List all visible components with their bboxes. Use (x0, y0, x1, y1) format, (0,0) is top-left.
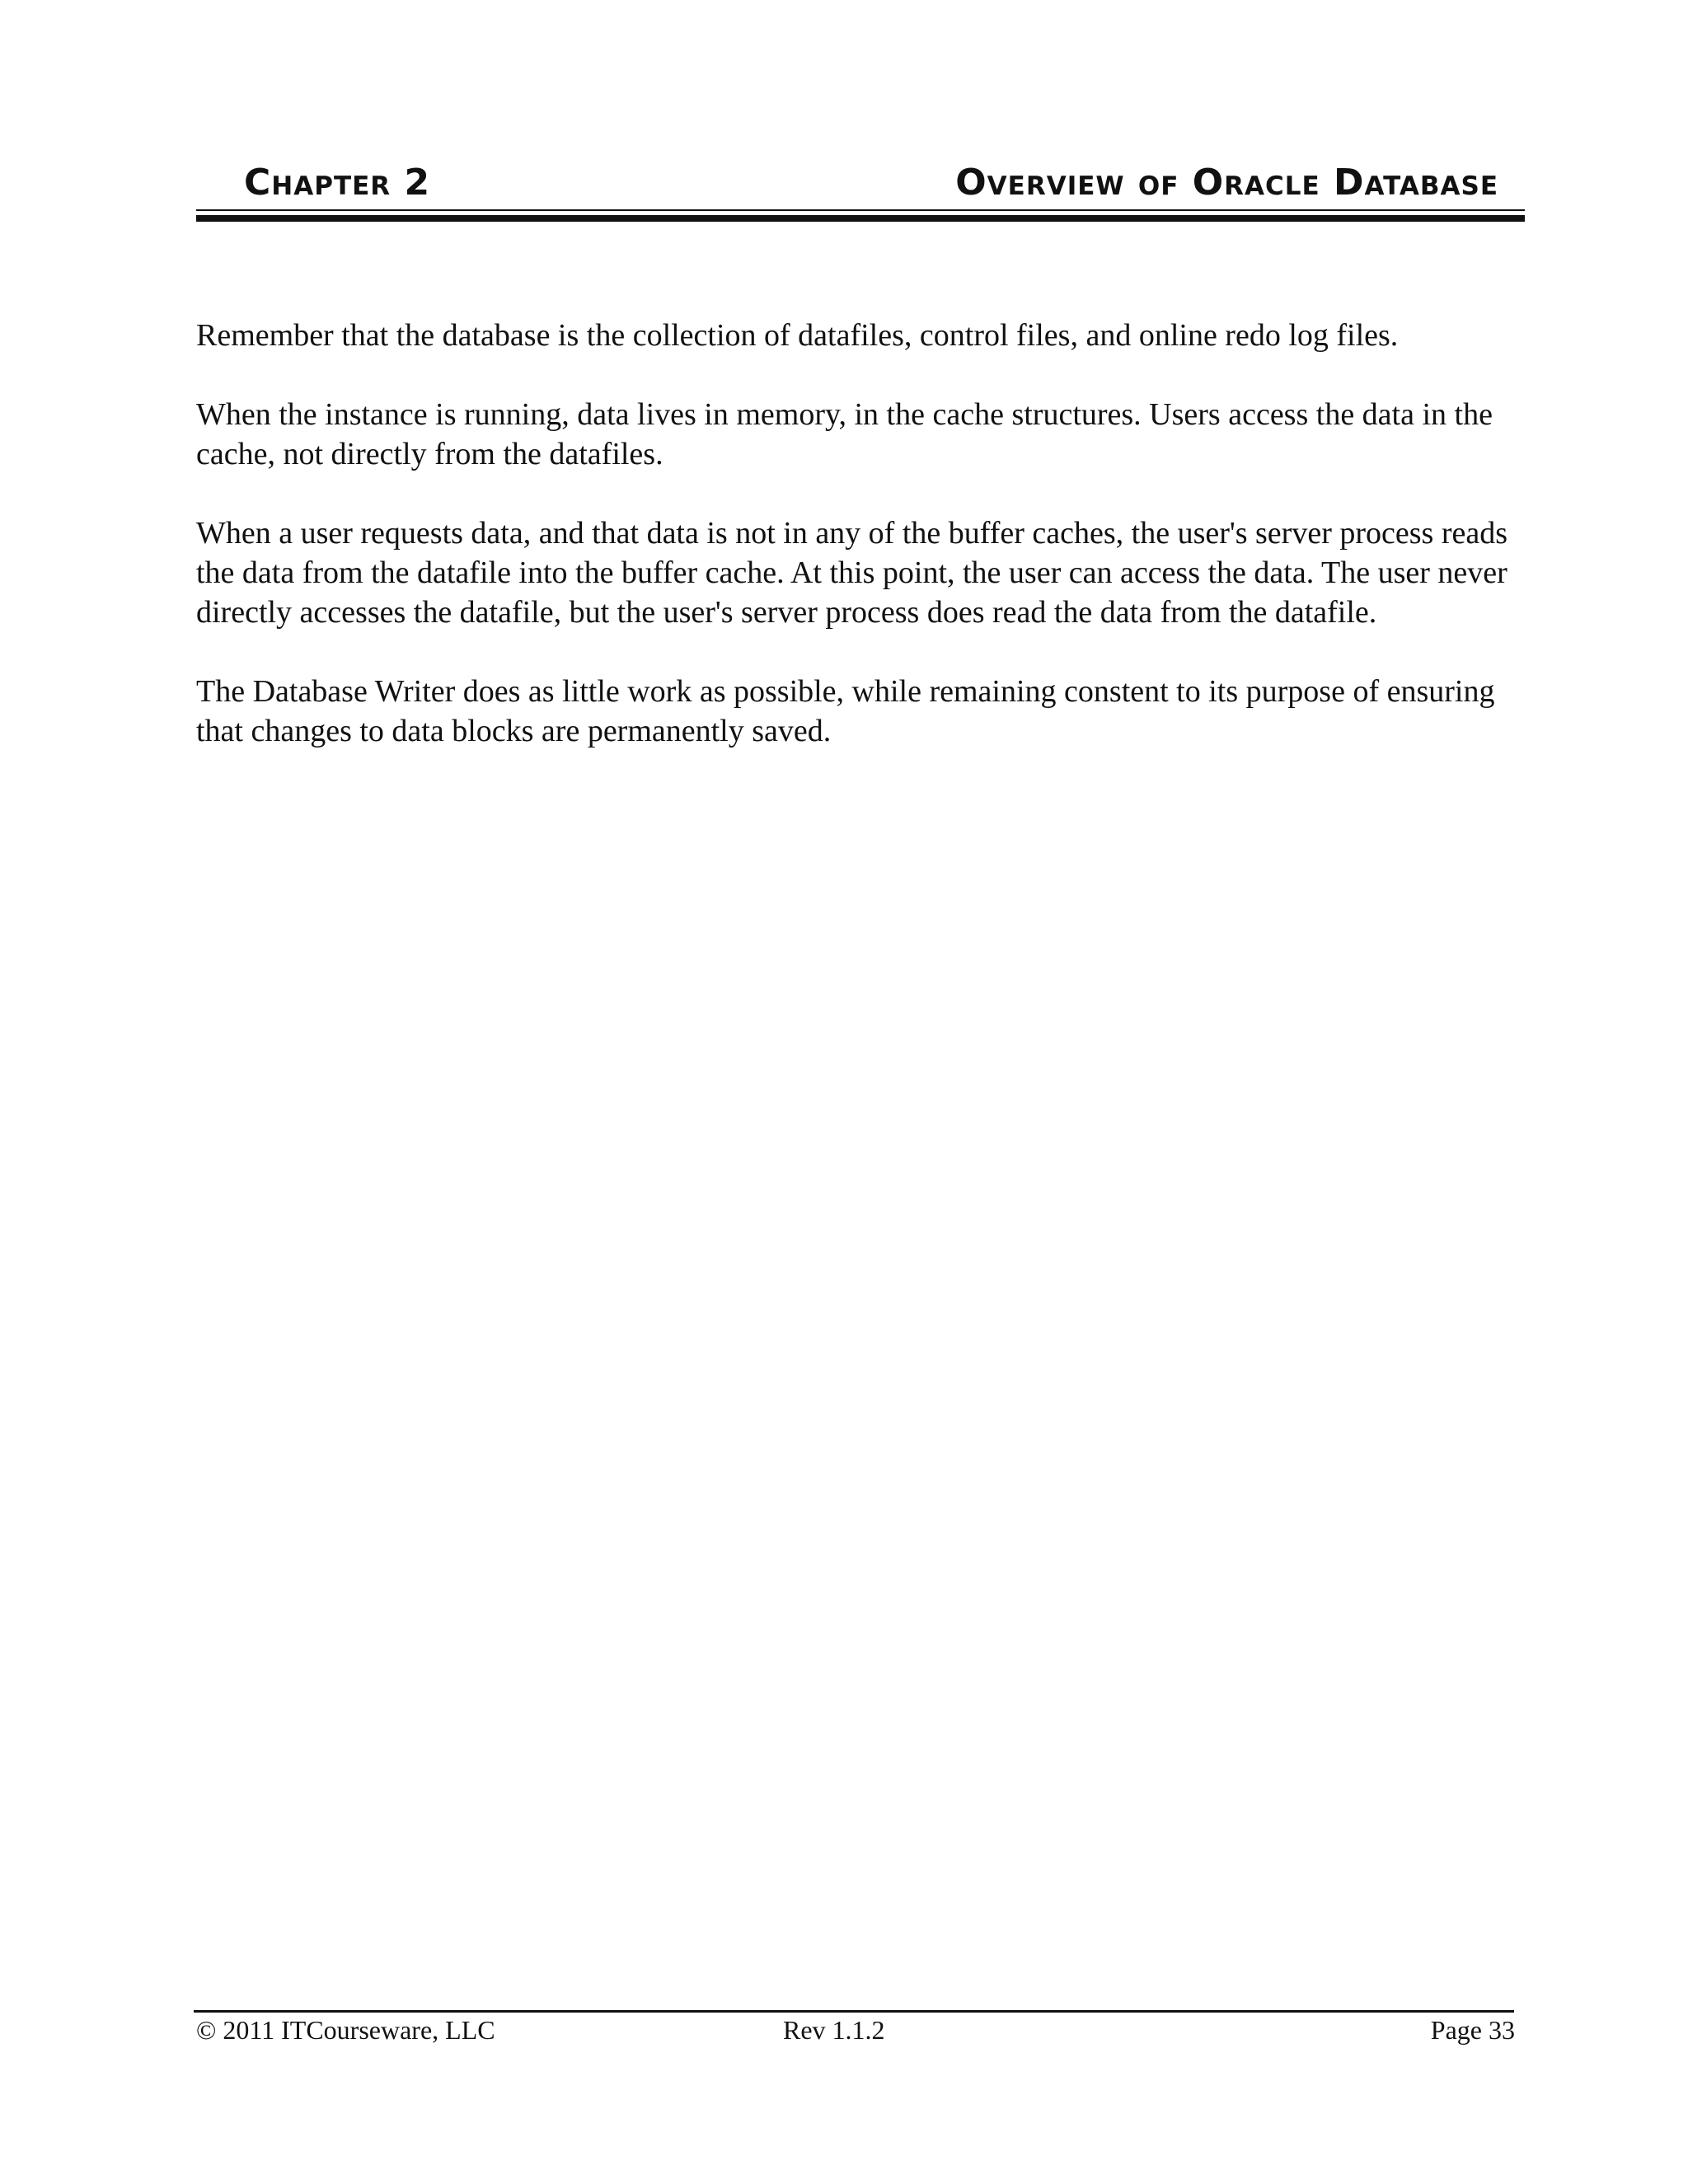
page-footer (196, 2012, 1515, 2048)
page-body (196, 316, 1525, 790)
paragraph-database-writer: The Database Writer does as little work as possible, while remaining constent to its purpose of ensuring that changes to data blocks are permanently saved. (196, 674, 1495, 748)
paragraph-instance-memory: When the instance is running, data lives in memory, in the cache structures. Users access the data in the cache, not directly from the datafiles. (196, 397, 1493, 471)
footer-page-number: Page 33 (1430, 2015, 1515, 2045)
paragraph-user-requests: When a user requests data, and that data is not in any of the buffer caches, the user's server process reads the data from the datafile into the buffer cache. At this point, the user can access the data. The user never directly accesses the datafile, but the user's server process does read the data from the datafile. (196, 516, 1507, 630)
footer-revision: Rev 1.1.2 (783, 2015, 885, 2045)
page-header (196, 163, 1525, 209)
footer-copyright: © 2011 ITCourseware, LLC (196, 2015, 495, 2045)
header-rule-thin (196, 209, 1525, 211)
header-rule-thick (196, 215, 1525, 222)
paragraph-database-definition: Remember that the database is the collection of datafiles, control files, and online redo log files. (196, 318, 1399, 353)
chapter-label: Chapter 2 (244, 162, 431, 204)
chapter-title: Overview of Oracle Database (955, 162, 1498, 204)
